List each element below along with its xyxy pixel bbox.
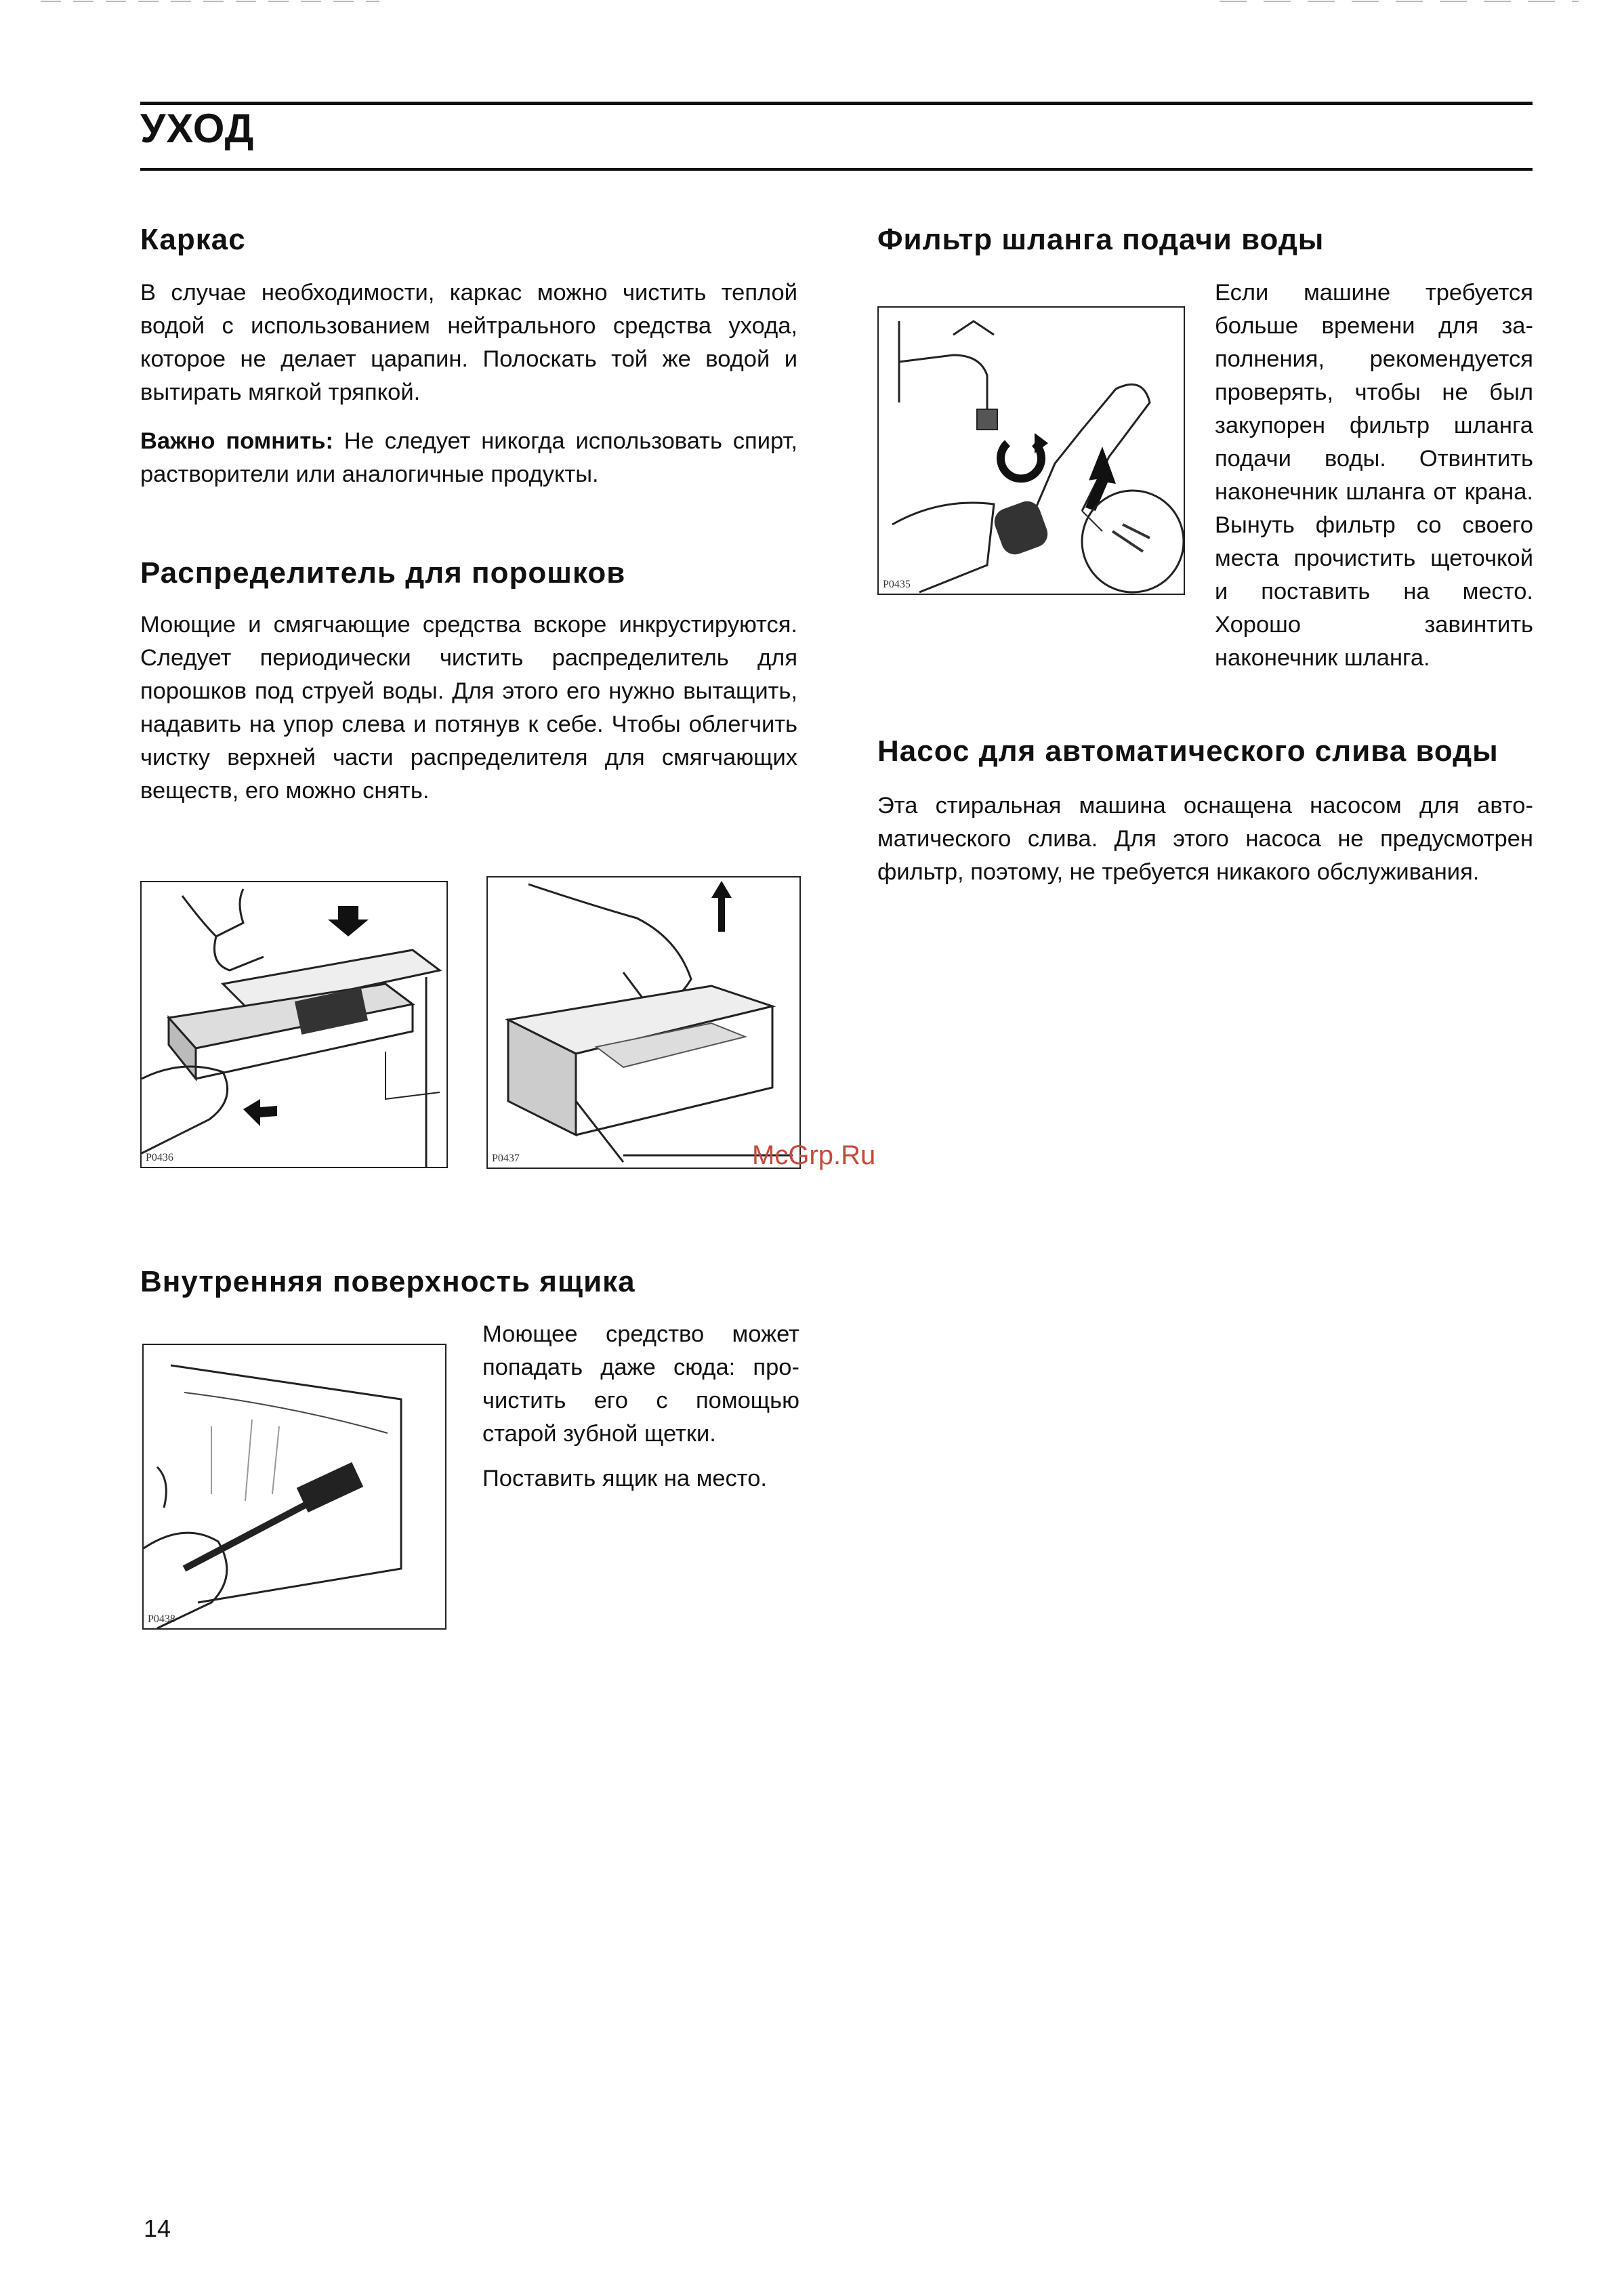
drawer-brush-figure [142,1344,446,1630]
page-title: УХОД [140,106,255,151]
scan-artifact [0,0,1624,4]
drawer-brush-illustration [144,1345,445,1628]
figure-code: P0438 [148,1613,175,1625]
figure-code: P0435 [883,579,911,590]
top-rule [140,102,1533,105]
filter-heading: Фильтр шланга подачи воды [877,223,1325,256]
dispenser-removal-illustration [142,882,446,1167]
hose-filter-figure [877,306,1185,595]
watermark: McGrp.Ru [752,1140,876,1170]
figure-code: P0436 [146,1152,173,1163]
drawer-heading: Внутренняя поверхность ящика [140,1265,636,1298]
dispenser-paragraph: Моющие и смягчающие средства вскоре инкрустируются. Следует периодически чистить распределитель для порошков под струей воды. Для этого его нужно вытащить, надавить на упор слева и потянув к себе. Чтобы облегчить чистку верхней части распределителя для смягчающих веществ, его можно снять. [140,612,797,804]
pump-paragraph: Эта стиральная машина оснащена насосом для автоматического слива. Для этого насоса не предусмотрен фильтр, поэтому, не требуется никакого обслуживания. [877,793,1533,885]
dispenser-heading: Распределитель для порошков [140,556,626,590]
pump-heading: Насос для автоматического слива воды [877,735,1499,768]
dispenser-removal-figure [140,881,448,1168]
drawer-paragraph: Моющее средство может попадать даже сюда: прочистить его с помощью старой зубной щетки. [482,1321,799,1447]
hose-filter-illustration [879,308,1184,594]
title-rule [140,168,1533,171]
page-number: 14 [144,2214,171,2242]
frame-paragraph: В случае необходимости, каркас можно чистить теплой водой с использованием нейтрального средства ухода, которое не делает царапин. Полоскать той же водой и вытирать мягкой тряпкой. [140,280,797,405]
note-label: Важно помнить: [140,428,333,454]
dispenser-cleaning-illustration [488,877,799,1168]
filter-paragraph: Если машине требуется больше времени для заполнения, рекомендуется проверять, чтобы не был закупорен фильтр шланга подачи воды. Отвинтить наконечник шланга от крана. Вынуть фильтр со своего места прочистить щеточкой и поставить на место. Хорошо завинтить наконечник шланга. [1215,280,1533,671]
frame-note [140,425,797,491]
drawer-paragraph-2: Поставить ящик на место. [482,1466,767,1491]
frame-heading: Каркас [140,223,246,256]
dispenser-cleaning-figure [486,876,801,1169]
note-text: Не следует никогда использовать спирт, растворители или аналогичные продукты. [140,428,797,487]
figure-code: P0437 [492,1153,520,1164]
